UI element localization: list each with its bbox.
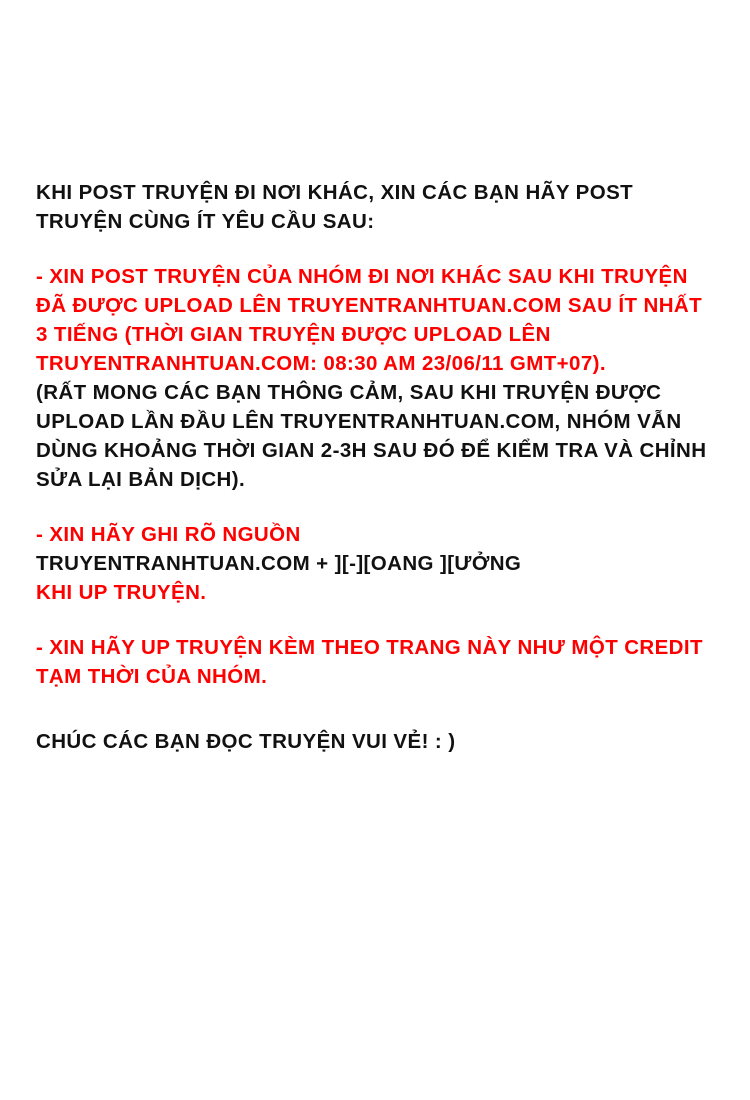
spacer bbox=[36, 607, 716, 633]
notice-rule-1: - XIN POST TRUYỆN CỦA NHÓM ĐI NƠI KHÁC SAU KHI TRUYỆN ĐÃ ĐƯỢC UPLOAD LÊN TRUYENTRANHTUAN.COM SAU ÍT NHẤT 3 TIẾNG (THỜI GIAN TRUYỆN ĐƯỢC UPLOAD LÊN TRUYENTRANHTUAN.COM: 08:30 AM 23/06/11 GMT+07). bbox=[36, 265, 703, 375]
notice-rule-3: - XIN HÃY UP TRUYỆN KÈM THEO TRANG NÀY NHƯ MỘT CREDIT TẠM THỜI CỦA NHÓM. bbox=[36, 636, 703, 688]
notice-rule-2-source: TRUYENTRANHTUAN.COM + ][-][OANG ][ƯỞNG bbox=[36, 552, 522, 575]
spacer bbox=[36, 236, 716, 262]
notice-intro: KHI POST TRUYỆN ĐI NƠI KHÁC, XIN CÁC BẠN HÃY POST TRUYỆN CÙNG ÍT YÊU CẦU SAU: bbox=[36, 181, 634, 233]
notice-block bbox=[36, 178, 716, 756]
spacer bbox=[36, 494, 716, 520]
notice-closing: CHÚC CÁC BẠN ĐỌC TRUYỆN VUI VẺ! : ) bbox=[36, 730, 456, 753]
spacer bbox=[36, 691, 716, 727]
notice-rule-1-note: (RẤT MONG CÁC BẠN THÔNG CẢM, SAU KHI TRUYỆN ĐƯỢC UPLOAD LẦN ĐẦU LÊN TRUYENTRANHTUAN.COM, NHÓM VẪN DÙNG KHOẢNG THỜI GIAN 2-3H SAU ĐÓ ĐỂ KIỂM TRA VÀ CHỈNH SỬA LẠI BẢN DỊCH). bbox=[36, 381, 707, 491]
notice-rule-2-tail: KHI UP TRUYỆN. bbox=[36, 581, 207, 604]
notice-rule-2-head: - XIN HÃY GHI RÕ NGUỒN bbox=[36, 523, 301, 546]
